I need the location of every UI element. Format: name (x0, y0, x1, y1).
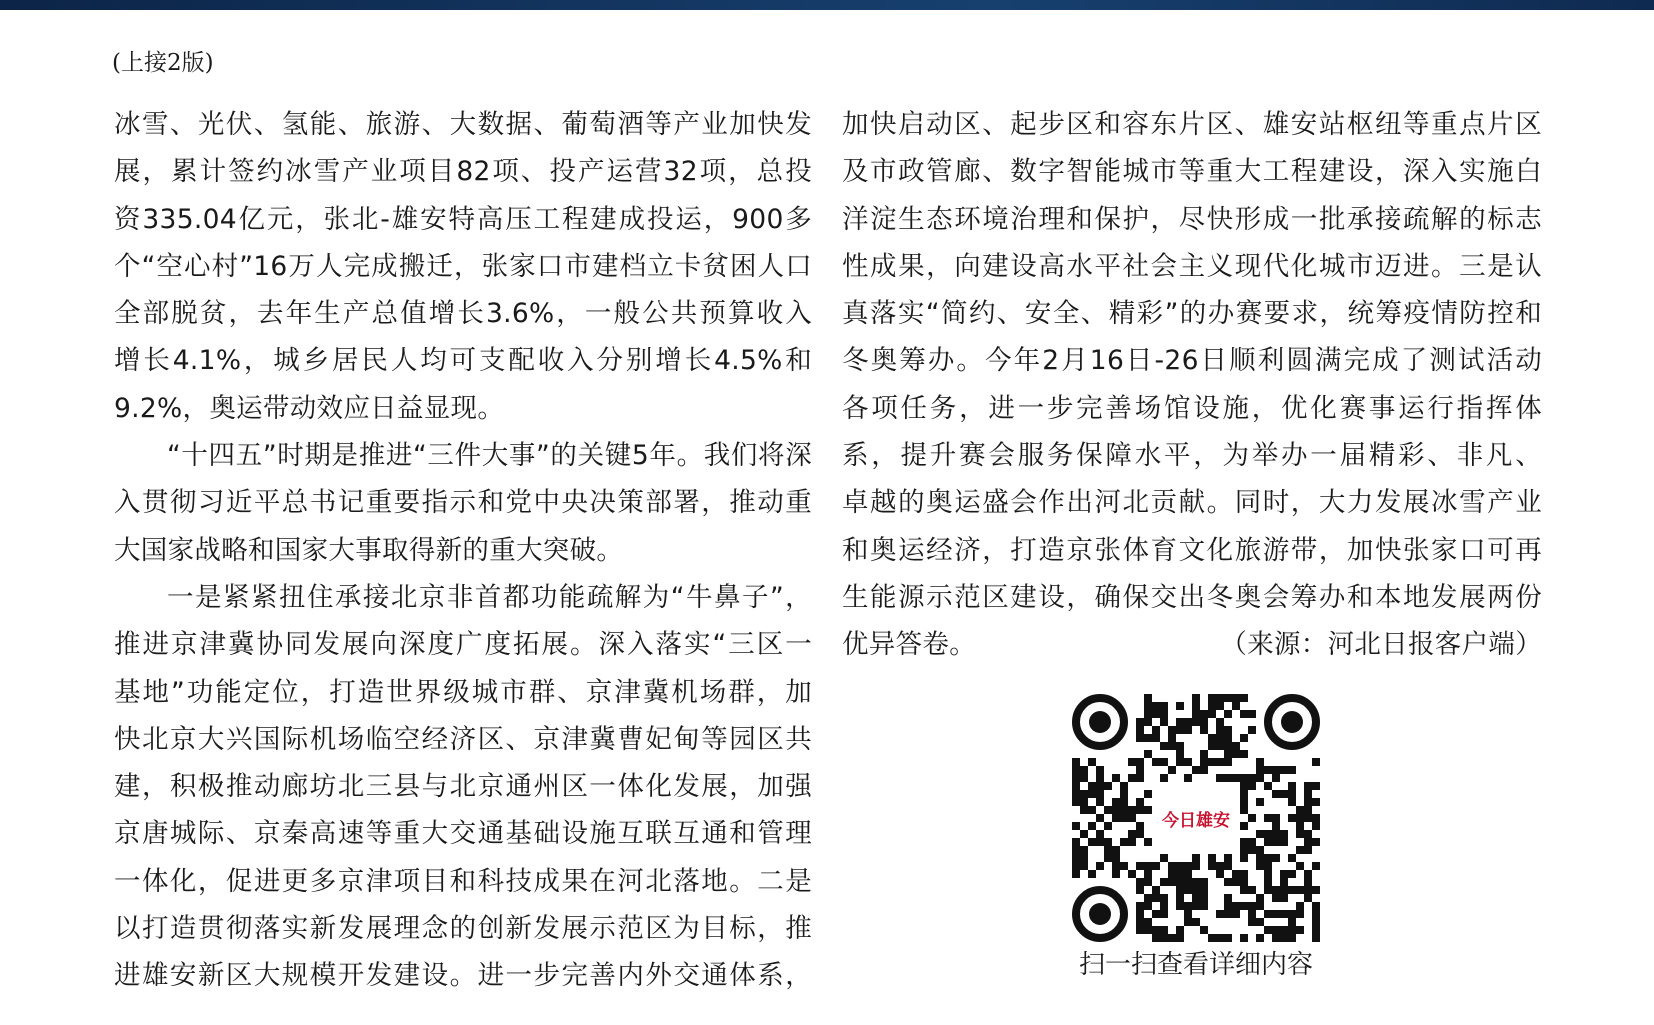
article-line: 加快启动区、起步区和容东片区、雄安站枢纽等重点片区 (842, 109, 1542, 140)
article-line: 个“空心村”16万人完成搬迁，张家口市建档立卡贫困人口 (114, 250, 812, 282)
article-column-left (114, 101, 812, 1000)
article-line: 冬奥筹办。今年2月16日-26日顺利圆满完成了测试活动 (842, 345, 1542, 377)
qr-finder-dot (1281, 711, 1303, 733)
top-banner-bar (0, 0, 1654, 10)
article-line: 大国家战略和国家大事取得新的重大突破。 (114, 534, 624, 566)
article-line: 资335.04亿元，张北-雄安特高压工程建成投运，900多 (114, 203, 812, 235)
article-line: 基地”功能定位，打造世界级城市群、京津冀机场群，加 (114, 676, 812, 708)
qr-caption: 扫一扫查看详细内容 (1078, 950, 1313, 980)
article-line: 建，积极推动廊坊北三县与北京通州区一体化发展，加强 (114, 771, 812, 803)
qr-center-logo: 今日雄安 (1156, 784, 1236, 852)
article-line: 推进京津冀协同发展向深度广度拓展。深入落实“三区一 (114, 629, 812, 661)
closing-text: 优异答卷。 (842, 629, 976, 661)
continued-from-note: (上接2版) (112, 50, 214, 76)
source-attribution: （来源：河北日报客户端） (1220, 629, 1542, 661)
article-line: 京唐城际、京秦高速等重大交通基础设施互联互通和管理 (114, 818, 812, 850)
article-line: 卓越的奥运盛会作出河北贡献。同时，大力发展冰雪产业 (842, 487, 1542, 519)
article-line: 展，累计签约冰雪产业项目82项、投产运营32项，总投 (114, 156, 812, 188)
article-line: 冰雪、光伏、氢能、旅游、大数据、葡萄酒等产业加快发 (114, 109, 812, 140)
article-line: 一体化，促进更多京津项目和科技成果在河北落地。二是 (114, 865, 812, 897)
article-column-right (842, 101, 1542, 669)
article-line: 以打造贯彻落实新发展理念的创新发展示范区为目标，推 (114, 913, 812, 945)
article-line: 性成果，向建设高水平社会主义现代化城市迈进。三是认 (842, 250, 1542, 282)
article-closing-line (842, 621, 1542, 668)
qr-finder-dot (1089, 903, 1111, 925)
qr-code[interactable] (1072, 694, 1320, 942)
article-line: 各项任务，进一步完善场馆设施，优化赛事运行指挥体 (842, 392, 1542, 424)
article-line: 9.2%，奥运带动效应日益显现。 (114, 392, 505, 424)
article-line: 真落实“简约、安全、精彩”的办赛要求，统筹疫情防控和 (842, 298, 1542, 330)
article-line: 生能源示范区建设，确保交出冬奥会筹办和本地发展两份 (842, 581, 1542, 613)
article-line: 快北京大兴国际机场临空经济区、京津冀曹妃甸等园区共 (114, 723, 812, 755)
article-line: 增长4.1%，城乡居民人均可支配收入分别增长4.5%和 (114, 345, 812, 377)
article-line: 一是紧紧扭住承接北京非首都功能疏解为“牛鼻子”， (167, 581, 812, 613)
article-line: “十四五”时期是推进“三件大事”的关键5年。我们将深 (167, 440, 812, 472)
article-line: 进雄安新区大规模开发建设。进一步完善内外交通体系， (114, 960, 812, 992)
qr-finder-dot (1089, 711, 1111, 733)
article-line: 全部脱贫，去年生产总值增长3.6%，一般公共预算收入 (114, 298, 812, 330)
article-line: 和奥运经济，打造京张体育文化旅游带，加快张家口可再 (842, 534, 1542, 566)
article-line: 入贯彻习近平总书记重要指示和党中央决策部署，推动重 (114, 487, 812, 519)
article-line: 洋淀生态环境治理和保护，尽快形成一批承接疏解的标志 (842, 203, 1542, 235)
article-line: 系，提升赛会服务保障水平，为举办一届精彩、非凡、 (842, 440, 1542, 472)
article-line: 及市政管廊、数字智能城市等重大工程建设，深入实施白 (842, 156, 1542, 188)
